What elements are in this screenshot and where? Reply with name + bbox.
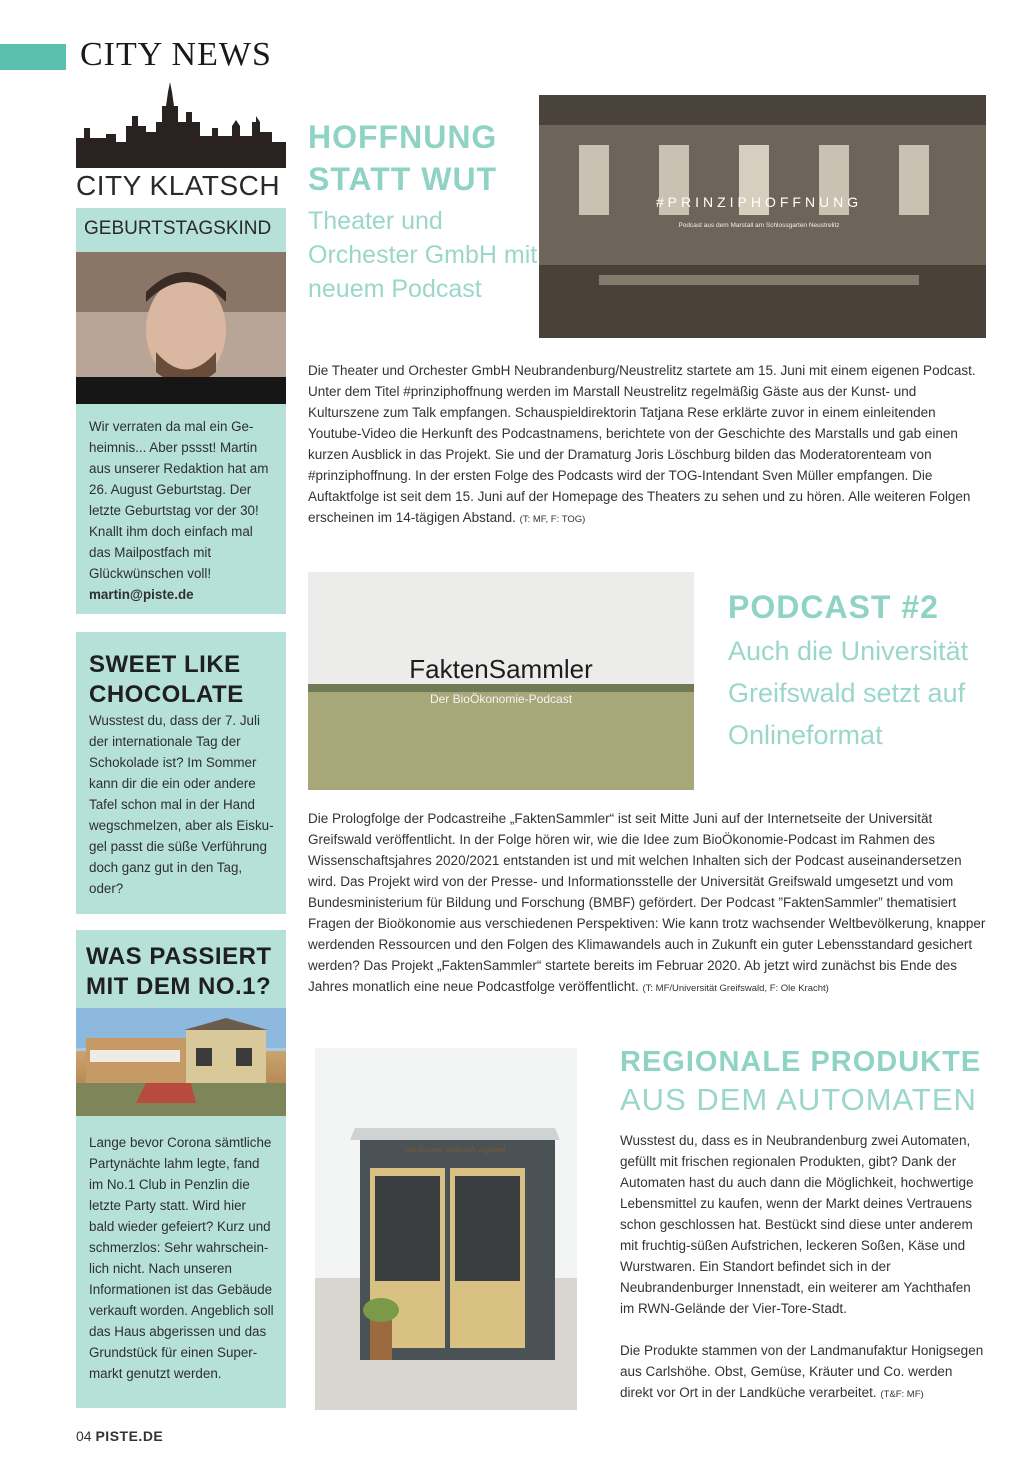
article2-headline: PODCAST #2 [728,589,939,625]
article2-body [308,808,986,999]
article3-image [315,1048,577,1410]
article3-headline-line1: REGIONALE PRODUKTE [620,1046,982,1078]
vending-machine-illustration [315,1048,577,1410]
article1-image-overlay-sub: Podcast aus dem Marstall am Schlossgarten Neustrelitz [678,222,840,229]
article3-image-sign: Von Herzen, natürlich, regional [404,1145,506,1154]
article2-image-subtitle: Der BioÖkonomie-Podcast [429,692,573,706]
article1-headline: HOFFNUNG STATT WUT [308,119,498,197]
article1-credit: (T: MF, F: TOG) [519,514,586,525]
birthday-text: Wir verraten da mal ein Geheimnis... Aber pssst! Martin aus unserer Redaktion hat am 26. August Geburtstag. Der letzte Geburtstag vor der 30! Knallt ihm doch einfach mal das Mailpostfach mit Glückwünschen voll! [89,419,269,581]
field-illustration [308,572,694,790]
portrait-illustration [76,252,286,404]
article1-body-text: Die Theater und Orchester GmbH Neubrandenburg/Neustrelitz startete am 15. Juni mit einem eigenen Podcast. Unter dem Titel #prinziphoffnung werden im Marstall Neustrelitz regelmäßig Gäste aus der Kunst- und Kulturszene zum Talk empfangen. Schauspieldirektorin Tatjana Rese erklärte zuvor in einem einleitenden Youtube-Video die Herkunft des Podcastnamens, berichtete von der Geschichte des Marstalls und gab einen kurzen Ausblick in das Projekt. Sie und der Dramaturg Joris Löschburg bilden das Moderatorenteam von #prinziphoffnung. In der ersten Folge des Podcasts wird der TOG-Intendant Sven Müller empfangen. Die Auftaktfolge ist seit dem 15. Juni auf der Homepage des Theaters zu sehen und zu hören. Alle weiteren Folgen erscheinen im 14-tägigen Abstand. [308,363,976,525]
article3-body-p2-wrap [620,1340,986,1405]
birthday-email-link[interactable]: martin@piste.de [89,587,194,602]
article2-image-title: FaktenSammler [409,654,593,684]
article3-body-p1: Wusstest du, dass es in Neubrandenburg zwei Automaten, gefüllt mit frischen regionalen Produkten, gibt? Dank der Automaten hast du auch dann die Möglichkeit, hochwertige Lebensmittel zu kaufen, wenn der Markt deines Vertrauens schon geschlossen hat. Bestückt sind diese unter anderem mit fruchtig-süßen Aufstrichen, leckeren Soßen, Käse und Wurstwaren. Ein Standort befindet sich in der Neubrandenburger Innenstadt, ein weiterer am Yachthafen im RWN-Gelände der Vier-Tore-Stadt. [620,1133,974,1316]
article2-image [308,572,694,790]
chocolate-heading: SWEET LIKE CHOCOLATE [89,651,244,708]
article3-credit: (T&F: MF) [880,1389,924,1400]
accent-bar [0,44,66,70]
birthday-photo [76,252,286,404]
page-footer [76,1428,163,1444]
city-skyline-logo [76,82,286,168]
chocolate-box [76,632,286,914]
hall-illustration [539,95,986,338]
no1-text: Lange bevor Corona sämtliche Partynächte lahm legte, fand im No.1 Club in Penzlin die letzte Party statt. Wird hier bald wieder gefeiert? Kurz und schmerzlos: Sehr wahrscheinlich nicht. Nach unseren Informationen ist das Gebäude verkauft worden. Angeblich soll das Haus abgerissen und das Grundstück für einen Supermarkt genutzt werden. [89,1135,274,1381]
footer-brand[interactable]: PISTE.DE [95,1428,164,1444]
no1-heading-box [76,930,286,1008]
article1-image-overlay: #PRINZIPHOFFNUNG [655,194,863,210]
article1-image [539,95,986,338]
city-klatsch-title: CITY KLATSCH [76,170,281,201]
page-number: 04 [76,1428,92,1444]
article2-body-text: Die Prologfolge der Podcastreihe „FaktenSammler“ ist seit Mitte Juni auf der Internetseite der Universität Greifswald veröffentlicht. In der Folge hören wir, wie die Idee zum BioÖkonomie-Podcast im Rahmen des Wissenschaftsjahres 2020/2021 entstanden ist und mit welchen Inhalten sich der Podcast auseinandersetzen wird. Das Projekt wird von der Presse- und Informationsstelle der Universität Greifswald umgesetzt und vom Bundesministerium für Bildung und Forschung (BMBF) gefördert. Der Podcast ”FaktenSammler” thematisiert Fragen der Bioökonomie aus verschiedenen Perspektiven: Wie kann trotz wachsender Weltbevölkerung, knapper werdenden Ressourcen und den Folgen des Klimawandels auch in Zukunft ein guter Lebensstandard gesichert werden? Das Projekt „FaktenSammler“ startete bereits im Februar 2020. Ab jetzt wird zunächst bis Ende des Jahres monatlich eine neue Podcastfolge veröffentlicht. [308,811,986,994]
article3-headline-line2: AUS DEM AUTOMATEN [620,1082,977,1117]
paragraph-gap [620,1319,986,1340]
article3-body [620,1130,986,1405]
building-illustration [76,1008,286,1116]
article1-subheadline: Theater und Orchester GmbH mit neuem Podcast [308,207,538,303]
club-building-photo [76,1008,286,1116]
section-title: CITY NEWS [80,36,272,73]
article2-credit: (T: MF/Universität Greifswald, F: Ole Kracht) [642,983,829,994]
birthday-label: GEBURTSTAGSKIND [76,208,286,252]
chocolate-text: Wusstest du, dass der 7. Juli der internationale Tag der Schokolade ist? Im Sommer kann dir die ein oder andere Tafel schon mal in der Hand wegschmelzen, aber als Eiskugel passt die süße Verführung doch ganz gut in den Tag, oder? [89,713,274,896]
birthday-box [76,404,286,614]
article2-subheadline: Auch die Universität Greifswald setzt auf Onlineformat [728,636,969,750]
article3-body-p2: Die Produkte stammen von der Landmanufaktur Honigsegen aus Carlshöhe. Obst, Gemüse, Kräuter und Co. werden direkt vor Ort in der Landküche verarbeitet. [620,1343,984,1400]
no1-heading: WAS PASSIERT MIT DEM NO.1? [86,943,272,1000]
article1-body [308,360,986,530]
no1-box [76,1116,286,1408]
